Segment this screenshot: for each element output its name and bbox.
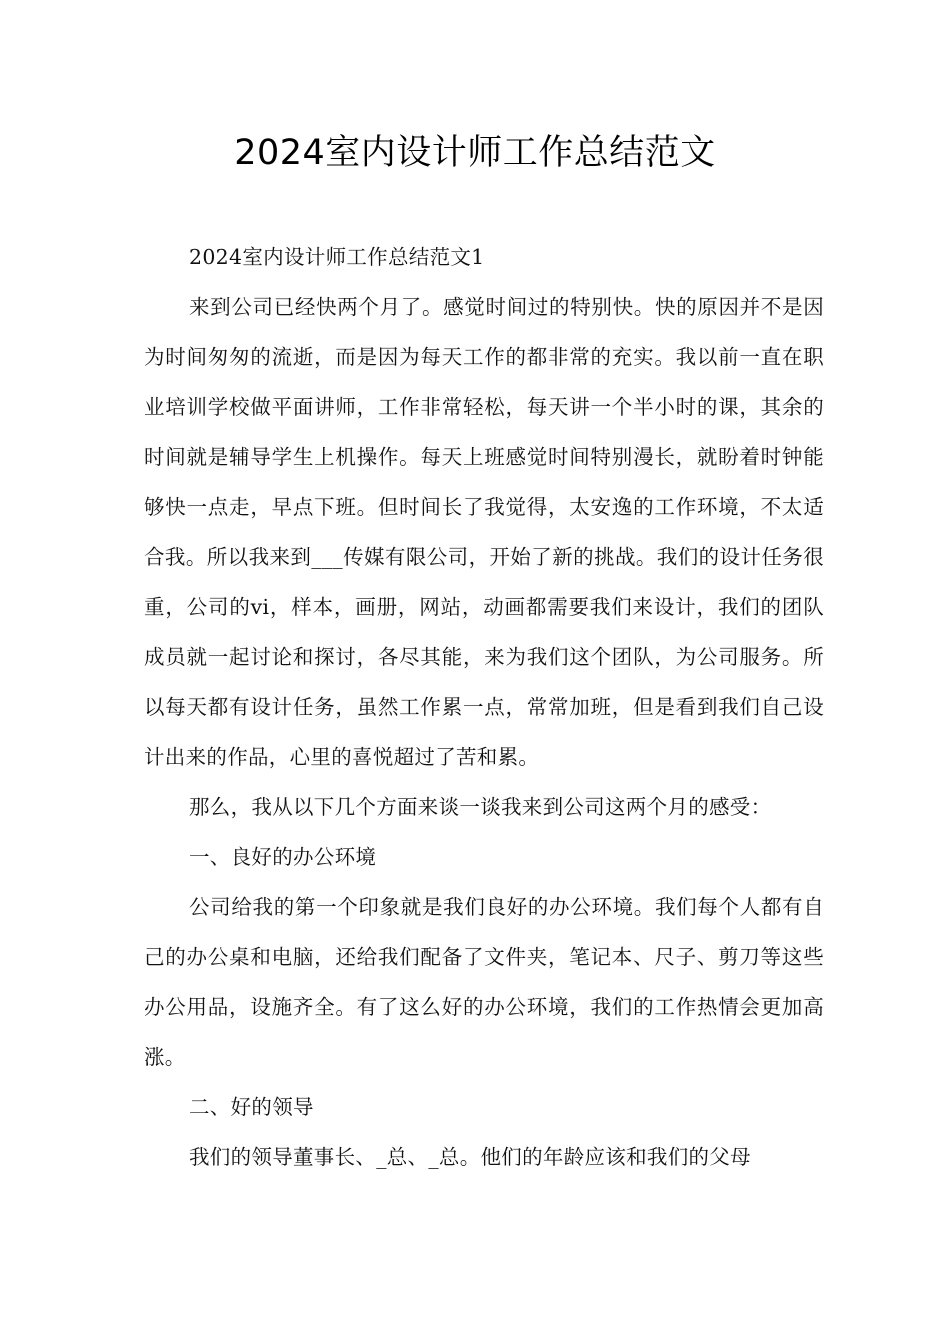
paragraph: 来到公司已经快两个月了。感觉时间过的特别快。快的原因并不是因为时间匆匆的流逝，而是因为每天工作的都非常的充实。我以前一直在职业培训学校做平面讲师，工作非常轻松，每天讲一个半小时的课，其余的时间就是辅导学生上机操作。每天上班感觉时间特别漫长，就盼着时钟能够快一点走，早点下班。但时间长了我觉得，太安逸的工作环境，不太适合我。所以我来到___传媒有限公司，开始了新的挑战。我们的设计任务很重，公司的vi，样本，画册，网站，动画都需要我们来设计，我们的团队成员就一起讨论和探讨，各尽其能，来为我们这个团队，为公司服务。所以每天都有设计任务，虽然工作累一点，常常加班，但是看到我们自己设计出来的作品，心里的喜悦超过了苦和累。 bbox=[144, 295, 824, 769]
paragraph: 那么，我从以下几个方面来谈一谈我来到公司这两个月的感受： bbox=[189, 795, 772, 819]
paragraph: 公司给我的第一个印象就是我们良好的办公环境。我们每个人都有自己的办公桌和电脑，还给我们配备了文件夹，笔记本、尺子、剪刀等这些办公用品，设施齐全。有了这么好的办公环境，我们的工作热情会更加高涨。 bbox=[144, 895, 824, 1069]
document-body bbox=[144, 232, 824, 1182]
section-heading: 二、好的领导 bbox=[189, 1095, 314, 1119]
document-title: 2024室内设计师工作总结范文 bbox=[234, 133, 716, 173]
section-title: 2024室内设计师工作总结范文1 bbox=[189, 245, 485, 269]
paragraph: 我们的领导董事长、_总、_总。他们的年龄应该和我们的父母 bbox=[189, 1145, 751, 1169]
section-heading: 一、良好的办公环境 bbox=[189, 845, 377, 869]
